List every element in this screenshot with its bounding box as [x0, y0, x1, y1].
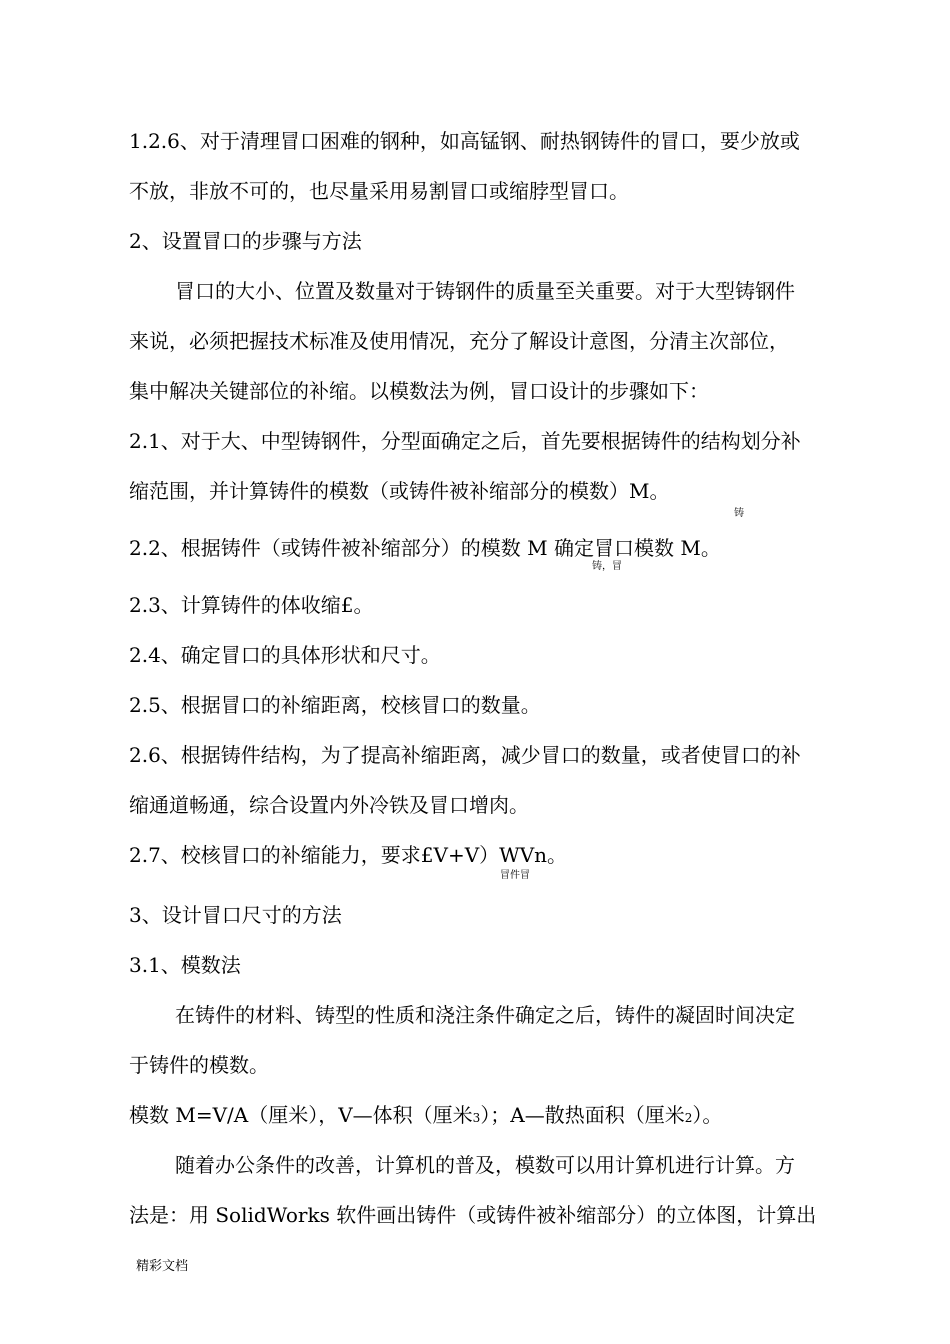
text-line: 2.2、根据铸件（或铸件被补缩部分）的模数 M 确定冒口模数 M。 [129, 536, 721, 560]
section-heading: 3、设计冒口尺寸的方法 [129, 903, 342, 927]
formula-text: 模数 M=V/A（厘米），V—体积（厘米 [129, 1103, 473, 1127]
text-line: 不放，非放不可的，也尽量采用易割冒口或缩脖型冒口。 [129, 179, 629, 203]
superscript-2: 2 [684, 1111, 693, 1125]
text-line: 2.6、根据铸件结构，为了提高补缩距离，减少冒口的数量，或者使冒口的补 [129, 743, 801, 767]
text-line: 集中解决关键部位的补缩。以模数法为例，冒口设计的步骤如下： [129, 379, 709, 403]
text-line: 缩通道畅通，综合设置内外冷铁及冒口增肉。 [129, 793, 529, 817]
text-line: 来说，必须把握技术标准及使用情况，充分了解设计意图，分清主次部位， [129, 329, 789, 353]
text-line: 缩范围，并计算铸件的模数（或铸件被补缩部分的模数）M。 [129, 479, 670, 503]
subscript-label: 铸 [734, 508, 744, 519]
text-line: 法是：用 SolidWorks 软件画出铸件（或铸件被补缩部分）的立体图，计算出 [129, 1203, 817, 1227]
section-heading: 2、设置冒口的步骤与方法 [129, 229, 362, 253]
formula-line [129, 1103, 722, 1130]
footer-label: 精彩文档 [136, 1259, 189, 1274]
text-line: 2.5、根据冒口的补缩距离，校核冒口的数量。 [129, 693, 541, 717]
superscript-3: 3 [472, 1111, 481, 1125]
text-line: 冒口的大小、位置及数量对于铸钢件的质量至关重要。对于大型铸钢件 [175, 279, 795, 303]
text-line: 2.1、对于大、中型铸钢件，分型面确定之后，首先要根据铸件的结构划分补 [129, 429, 801, 453]
section-heading: 3.1、模数法 [129, 953, 241, 977]
text-line: 随着办公条件的改善，计算机的普及，模数可以用计算机进行计算。方 [175, 1153, 795, 1177]
text-line: 2.7、校核冒口的补缩能力，要求£V+V）WVn。 [129, 843, 568, 867]
formula-text: ）。 [692, 1103, 723, 1127]
subscript-label: 冒件冒 [500, 870, 530, 881]
subscript-label: 铸，冒 [592, 561, 622, 572]
formula-text: ）；A—散热面积（厘米 [480, 1103, 685, 1127]
text-line: 于铸件的模数。 [129, 1053, 269, 1077]
text-line: 2.4、确定冒口的具体形状和尺寸。 [129, 643, 441, 667]
text-line: 1.2.6、对于清理冒口困难的钢种，如高锰钢、耐热钢铸件的冒口，要少放或 [129, 129, 800, 153]
text-line: 2.3、计算铸件的体收缩£。 [129, 593, 374, 617]
text-line: 在铸件的材料、铸型的性质和浇注条件确定之后，铸件的凝固时间决定 [175, 1003, 795, 1027]
